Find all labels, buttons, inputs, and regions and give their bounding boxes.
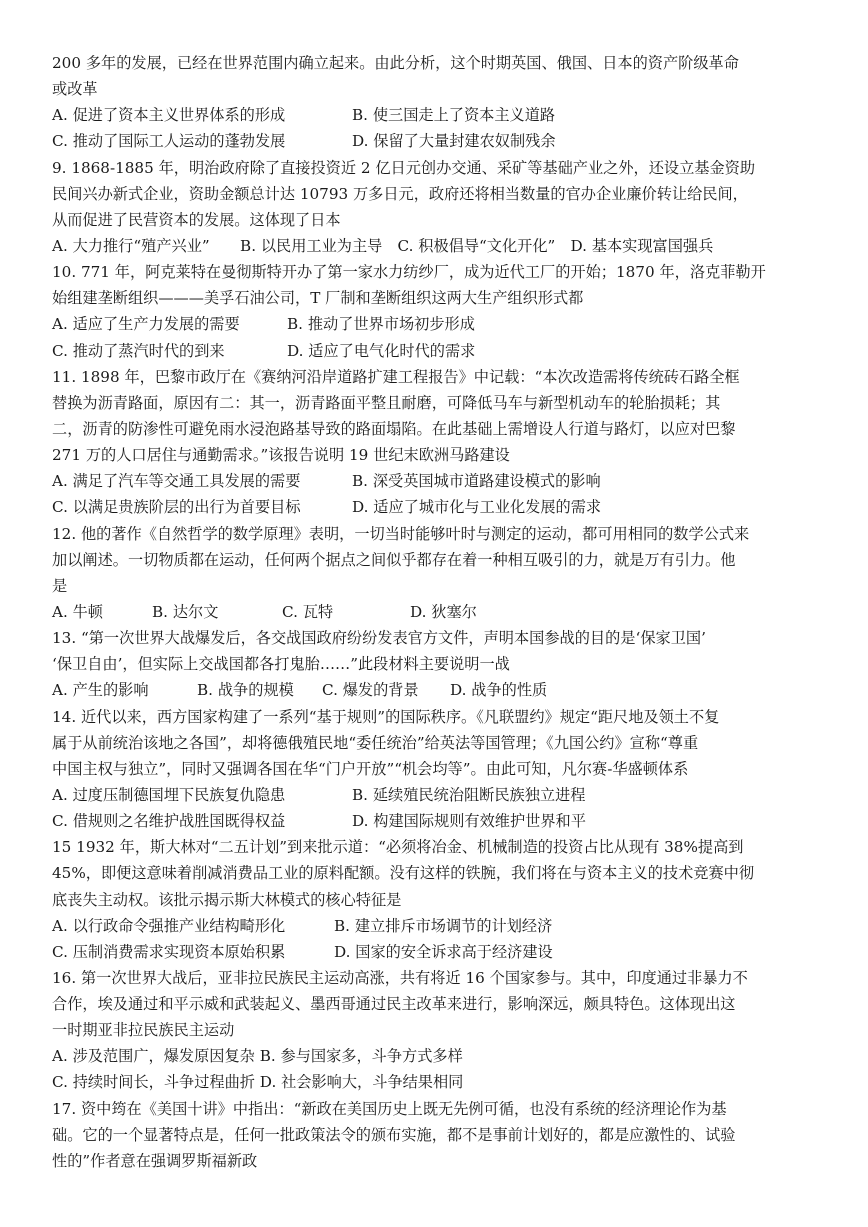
text-line: 10. 771 年，阿克莱特在曼彻斯特开办了第一家水力纺纱厂，成为近代工厂的开始；1870 年，洛克菲勒开 bbox=[52, 263, 766, 282]
answer-option: C. 以满足贵族阶层的出行为首要目标 bbox=[52, 498, 301, 517]
answer-option: D. 战争的性质 bbox=[450, 681, 548, 700]
answer-option: A. 适应了生产力发展的需要 bbox=[52, 315, 240, 334]
answer-option: A. 满足了汽车等交通工具发展的需要 bbox=[52, 472, 301, 491]
answer-option: A. 促进了资本主义世界体系的形成 bbox=[52, 106, 286, 125]
answer-option: B. 达尔文 bbox=[152, 602, 219, 621]
answer-options-row bbox=[52, 782, 822, 808]
text-line: 加以阐述。一切物质都在运动，任何两个据点之间似乎都存在着一种相互吸引的力，就是万有引力。他 bbox=[52, 550, 736, 569]
answer-option: A. 以行政命令强推产业结构畸形化 bbox=[52, 916, 286, 935]
exam-page-text bbox=[52, 50, 822, 1174]
answer-option: B. 推动了世界市场初步形成 bbox=[287, 315, 475, 334]
text-line: 11. 1898 年，巴黎市政厅在《赛纳河沿岸道路扩建工程报告》中记载：“本次改造需将传统砖石路全框 bbox=[52, 367, 740, 386]
text-line: 础。它的一个显著特点是，任何一批政策法令的颁布实施，都不是事前计划好的，都是应激性的、试验 bbox=[52, 1125, 736, 1144]
text-line: 替换为沥青路面，原因有二：其一，沥青路面平整且耐磨，可降低马车与新型机动车的轮胎损耗；其 bbox=[52, 393, 721, 412]
answer-option: D. 适应了城市化与工业化发展的需求 bbox=[352, 498, 602, 517]
answer-option: C. 借规则之名维护战胜国既得权益 bbox=[52, 812, 286, 831]
text-line: 271 万的人口居住与通勤需求。”该报告说明 19 世纪末欧洲马路建设 bbox=[52, 446, 510, 465]
text-line: 14. 近代以来，西方国家构建了一系列“基于规则”的国际秩序。《凡联盟约》规定“距尺地及领土不复 bbox=[52, 707, 720, 726]
text-line: 一时期亚非拉民族民主运动 bbox=[52, 1021, 235, 1040]
answer-option: D. 保留了大量封建农奴制残余 bbox=[352, 132, 556, 151]
text-line: 始组建垄断组织———美孚石油公司，T 厂制和垄断组织这两大生产组织形式都 bbox=[52, 289, 584, 308]
text-line: A. 涉及范围广，爆发原因复杂 B. 参与国家多，斗争方式多样 bbox=[52, 1047, 463, 1066]
text-line: 中国主权与独立”，同时又强调各国在华“门户开放”“机会均等”。由此可知，凡尔赛-华盛顿体系 bbox=[52, 759, 689, 778]
text-line: 或改革 bbox=[52, 80, 98, 99]
text-line: 12. 他的著作《自然哲学的数学原理》表明，一切当时能够叶时与测定的运动，都可用相同的数学公式来 bbox=[52, 524, 750, 543]
answer-option: B. 战争的规模 bbox=[197, 681, 294, 700]
answer-options-row bbox=[52, 913, 822, 939]
text-line: 16. 第一次世界大战后，亚非拉民族民主运动高涨，共有将近 16 个国家参与。其中，印度通过非暴力不 bbox=[52, 968, 748, 987]
text-line: 合作，埃及通过和平示威和武装起义、墨西哥通过民主改革来进行，影响深远，颇具特色。这体现出这 bbox=[52, 995, 736, 1014]
text-line: 民间兴办新式企业，资助金额总计达 10793 万多日元，政府还将相当数量的官办企业廉价转让给民间， bbox=[52, 184, 748, 203]
text-line: 13. “第一次世界大战爆发后，各交战国政府纷纷发表官方文件，声明本国参战的目的是‘保家卫国’ bbox=[52, 629, 706, 648]
text-line: 17. 资中筠在《美国十讲》中指出：“新政在美国历史上既无先例可循，也没有系统的经济理论作为基 bbox=[52, 1099, 727, 1118]
answer-option: B. 使三国走上了资本主义道路 bbox=[352, 106, 556, 125]
text-line: 属于从前统治该地之各国”，却将德俄殖民地“委任统治”给英法等国管理；《九国公约》宣称“尊重 bbox=[52, 733, 699, 752]
answer-option: A. 牛顿 bbox=[52, 602, 103, 621]
answer-options-row bbox=[52, 468, 822, 494]
answer-option: B. 建立排斥市场调节的计划经济 bbox=[334, 916, 553, 935]
answer-option: B. 延续殖民统治阻断民族独立进程 bbox=[352, 785, 586, 804]
text-line: 二，沥青的防渗性可避免雨水浸泡路基导致的路面塌陷。在此基础上需增设人行道与路灯，以应对巴黎 bbox=[52, 419, 736, 438]
answer-options-row bbox=[52, 338, 822, 364]
text-line: 9. 1868-1885 年，明治政府除了直接投资近 2 亿日元创办交通、采矿等基础产业之外，还设立基金资助 bbox=[52, 158, 756, 177]
text-line: A. 大力推行“殖产兴业” B. 以民用工业为主导 C. 积极倡导“文化开化” D. 基本实现富国强兵 bbox=[52, 236, 714, 255]
answer-option: D. 国家的安全诉求高于经济建设 bbox=[334, 942, 553, 961]
answer-option: B. 深受英国城市道路建设模式的影响 bbox=[352, 472, 601, 491]
text-line: ‘保卫自由’，但实际上交战国都各打鬼胎……”此段材料主要说明一战 bbox=[52, 655, 510, 674]
answer-options-row bbox=[52, 311, 822, 337]
text-line: 从而促进了民营资本的发展。这体现了日本 bbox=[52, 210, 341, 229]
answer-options-row bbox=[52, 102, 822, 128]
text-line: 性的”作者意在强调罗斯福新政 bbox=[52, 1151, 258, 1170]
answer-option: C. 瓦特 bbox=[282, 602, 334, 621]
text-line: 底丧失主动权。该批示揭示斯大林模式的核心特征是 bbox=[52, 890, 402, 909]
answer-option: A. 过度压制德国埋下民族复仇隐患 bbox=[52, 785, 286, 804]
text-line: 200 多年的发展，已经在世界范围内确立起来。由此分析，这个时期英国、俄国、日本的资产阶级革命 bbox=[52, 54, 739, 72]
answer-options-row bbox=[52, 808, 822, 834]
answer-option: C. 爆发的背景 bbox=[322, 681, 419, 700]
answer-options-row bbox=[52, 494, 822, 520]
answer-option: A. 产生的影响 bbox=[52, 681, 149, 700]
answer-options-row bbox=[52, 677, 822, 703]
answer-option: D. 构建国际规则有效维护世界和平 bbox=[352, 812, 586, 831]
answer-option: C. 压制消费需求实现资本原始积累 bbox=[52, 942, 286, 961]
answer-option: D. 狄塞尔 bbox=[410, 602, 477, 621]
answer-option: C. 推动了国际工人运动的蓬勃发展 bbox=[52, 132, 286, 151]
text-line: 45%，即便这意味着削减消费品工业的原料配额。没有这样的铁腕，我们将在与资本主义的技术竞赛中彻 bbox=[52, 864, 755, 883]
text-line: C. 持续时间长，斗争过程曲折 D. 社会影响大，斗争结果相同 bbox=[52, 1073, 464, 1092]
text-line: 15 1932 年，斯大林对“二五计划”到来批示道：“必须将冶金、机械制造的投资占比从现有 38%提高到 bbox=[52, 838, 744, 857]
answer-options-row bbox=[52, 599, 822, 625]
answer-options-row bbox=[52, 128, 822, 154]
text-line: 是 bbox=[52, 576, 68, 595]
answer-option: C. 推动了蒸汽时代的到来 bbox=[52, 341, 225, 360]
answer-option: D. 适应了电气化时代的需求 bbox=[287, 341, 476, 360]
answer-options-row bbox=[52, 939, 822, 965]
